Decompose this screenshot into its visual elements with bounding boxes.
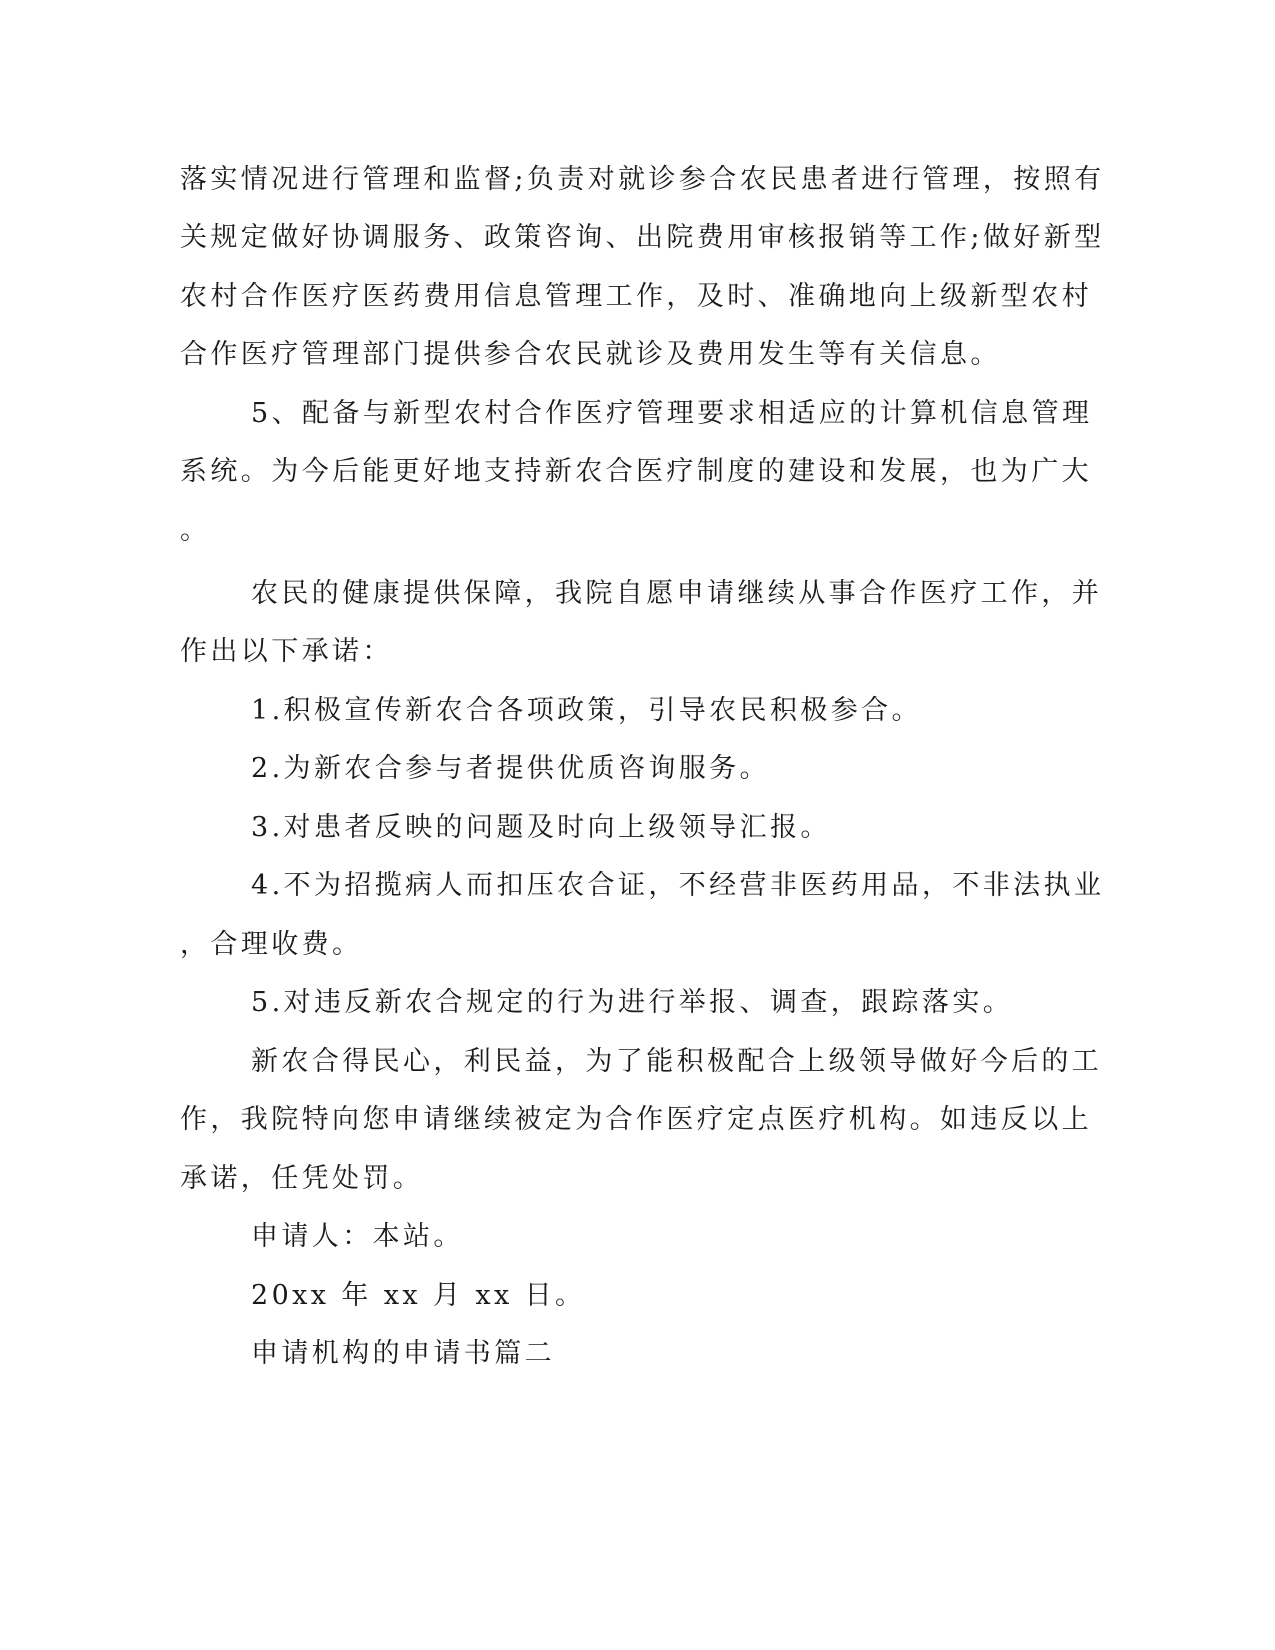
list-item: 4.不为招揽病人而扣压农合证，不经营非医药用品，不非法执业 <box>251 870 1105 901</box>
paragraph-line: 合作医疗管理部门提供参合农民就诊及费用发生等有关信息。 <box>180 339 1001 370</box>
paragraph-line: 农民的健康提供保障，我院自愿申请继续从事合作医疗工作，并 <box>251 578 1103 609</box>
paragraph-line: 作，我院特向您申请继续被定为合作医疗定点医疗机构。如违反以上 <box>180 1104 1092 1135</box>
paragraph-line: ，合理收费。 <box>180 929 363 960</box>
paragraph-line: 承诺，任凭处罚。 <box>180 1163 424 1194</box>
date-line: 20xx 年 xx 月 xx 日。 <box>251 1280 586 1311</box>
section-heading: 申请机构的申请书篇二 <box>251 1338 555 1369</box>
paragraph-line: 落实情况进行管理和监督;负责对就诊参合农民患者进行管理，按照有 <box>180 164 1105 195</box>
paragraph-line: 。 <box>180 515 211 546</box>
paragraph-line: 5、配备与新型农村合作医疗管理要求相适应的计算机信息管理 <box>251 398 1093 429</box>
paragraph-line: 作出以下承诺： <box>180 636 393 667</box>
paragraph-line: 农村合作医疗医药费用信息管理工作，及时、准确地向上级新型农村 <box>180 281 1092 312</box>
applicant-line: 申请人：本站。 <box>251 1221 464 1252</box>
list-item: 5.对违反新农合规定的行为进行举报、调查，跟踪落实。 <box>251 987 1014 1018</box>
paragraph-line: 新农合得民心，利民益，为了能积极配合上级领导做好今后的工 <box>251 1046 1103 1077</box>
list-item: 3.对患者反映的问题及时向上级领导汇报。 <box>251 812 831 843</box>
list-item: 1.积极宣传新农合各项政策，引导农民积极参合。 <box>251 695 922 726</box>
paragraph-line: 关规定做好协调服务、政策咨询、出院费用审核报销等工作;做好新型 <box>180 222 1105 253</box>
paragraph-line: 系统。为今后能更好地支持新农合医疗制度的建设和发展，也为广大 <box>180 456 1092 487</box>
list-item: 2.为新农合参与者提供优质咨询服务。 <box>251 753 770 784</box>
